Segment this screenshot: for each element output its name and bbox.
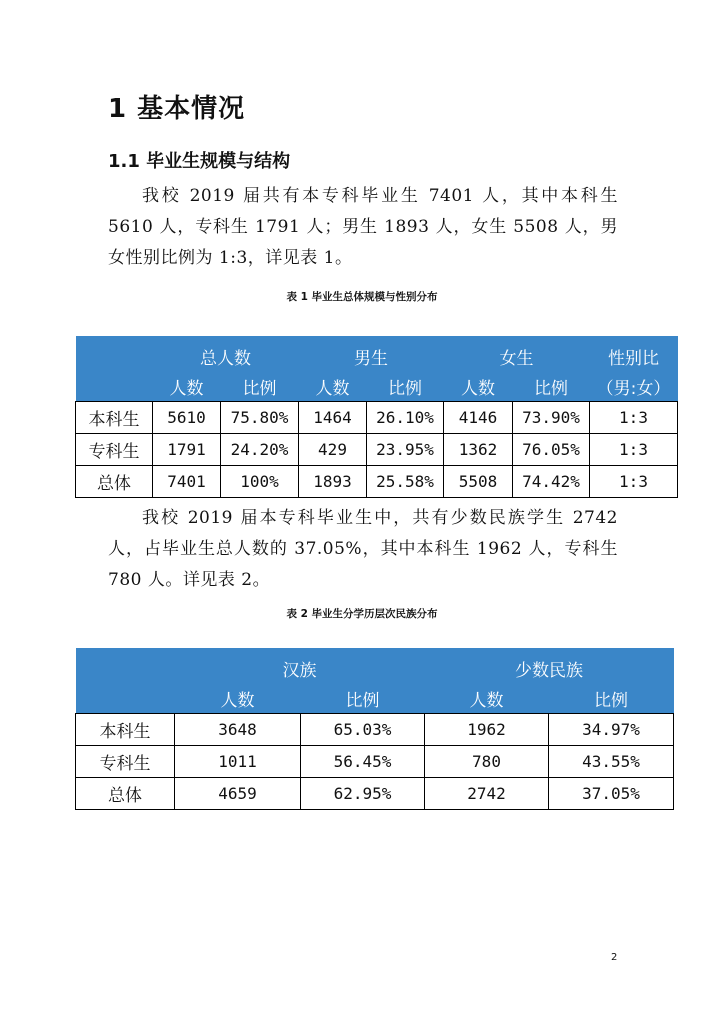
table-cell: 1464	[299, 402, 367, 434]
table-cell: 780	[425, 746, 549, 778]
table-row	[76, 402, 678, 434]
table-ethnic-distribution	[75, 648, 674, 810]
table-cell: 1362	[444, 434, 513, 466]
table-cell: 76.05%	[513, 434, 590, 466]
table-cell: 2742	[425, 778, 549, 810]
table-cell: 43.55%	[549, 746, 674, 778]
subheader-male-female: （男:女）	[590, 371, 678, 402]
header-gender-ratio: 性别比	[590, 336, 678, 371]
row-label: 专科生	[76, 434, 153, 466]
table-cell: 7401	[153, 466, 221, 498]
subheader-count: 人数	[444, 371, 513, 402]
table-row	[76, 434, 678, 466]
table-cell: 1011	[175, 746, 301, 778]
table-cell: 34.97%	[549, 714, 674, 746]
table-cell: 62.95%	[301, 778, 425, 810]
subheader-ratio: 比例	[301, 683, 425, 714]
header-female: 女生	[444, 336, 590, 371]
table-cell: 23.95%	[367, 434, 444, 466]
table-cell: 1:3	[590, 466, 678, 498]
header-minority: 少数民族	[425, 648, 674, 683]
subheader-blank	[76, 371, 153, 402]
table-cell: 73.90%	[513, 402, 590, 434]
table-cell: 24.20%	[221, 434, 299, 466]
table-row	[76, 466, 678, 498]
paragraph-ethnic-distribution: 我校 2019 届本专科毕业生中，共有少数民族学生 2742 人，占毕业生总人数的 37.05%，其中本科生 1962 人，专科生 780 人。详见表 2。	[108, 508, 618, 590]
row-label: 总体	[76, 466, 153, 498]
table-row	[76, 714, 674, 746]
table-cell: 429	[299, 434, 367, 466]
table1-caption: 表 1 毕业生总体规模与性别分布	[286, 291, 438, 303]
table-cell: 1:3	[590, 402, 678, 434]
table-cell: 75.80%	[221, 402, 299, 434]
subheader-count: 人数	[175, 683, 301, 714]
header-male: 男生	[299, 336, 444, 371]
subheader-count: 人数	[299, 371, 367, 402]
table-cell: 1791	[153, 434, 221, 466]
row-label: 本科生	[76, 714, 175, 746]
row-label: 专科生	[76, 746, 175, 778]
table-cell: 1962	[425, 714, 549, 746]
header-total: 总人数	[153, 336, 299, 371]
page-number: 2	[611, 952, 618, 963]
table-cell: 26.10%	[367, 402, 444, 434]
header-han: 汉族	[175, 648, 425, 683]
subheader-count: 人数	[153, 371, 221, 402]
table-cell: 1:3	[590, 434, 678, 466]
header-blank	[76, 648, 175, 683]
subheader-count: 人数	[425, 683, 549, 714]
subheader-ratio: 比例	[513, 371, 590, 402]
row-label: 本科生	[76, 402, 153, 434]
table-cell: 56.45%	[301, 746, 425, 778]
table-cell: 100%	[221, 466, 299, 498]
table-cell: 25.58%	[367, 466, 444, 498]
table-row	[76, 746, 674, 778]
table-cell: 1893	[299, 466, 367, 498]
paragraph-graduate-scale: 我校 2019 届共有本专科毕业生 7401 人，其中本科生 5610 人，专科生 1791 人；男生 1893 人，女生 5508 人，男女性别比例为 1:3，详见表 1。	[108, 186, 618, 268]
table-cell: 4146	[444, 402, 513, 434]
subheader-ratio: 比例	[549, 683, 674, 714]
subheader-ratio: 比例	[221, 371, 299, 402]
subheader-ratio: 比例	[367, 371, 444, 402]
table2-caption: 表 2 毕业生分学历层次民族分布	[286, 608, 438, 620]
table-cell: 37.05%	[549, 778, 674, 810]
table-cell: 4659	[175, 778, 301, 810]
table-cell: 3648	[175, 714, 301, 746]
row-label: 总体	[76, 778, 175, 810]
table-cell: 74.42%	[513, 466, 590, 498]
table-row	[76, 778, 674, 810]
section-heading: 1 基本情况	[108, 94, 246, 124]
subheader-blank	[76, 683, 175, 714]
table-cell: 5508	[444, 466, 513, 498]
table-cell: 65.03%	[301, 714, 425, 746]
subsection-heading: 1.1 毕业生规模与结构	[108, 151, 291, 172]
table-gender-distribution	[75, 336, 678, 498]
header-blank	[76, 336, 153, 371]
table-cell: 5610	[153, 402, 221, 434]
